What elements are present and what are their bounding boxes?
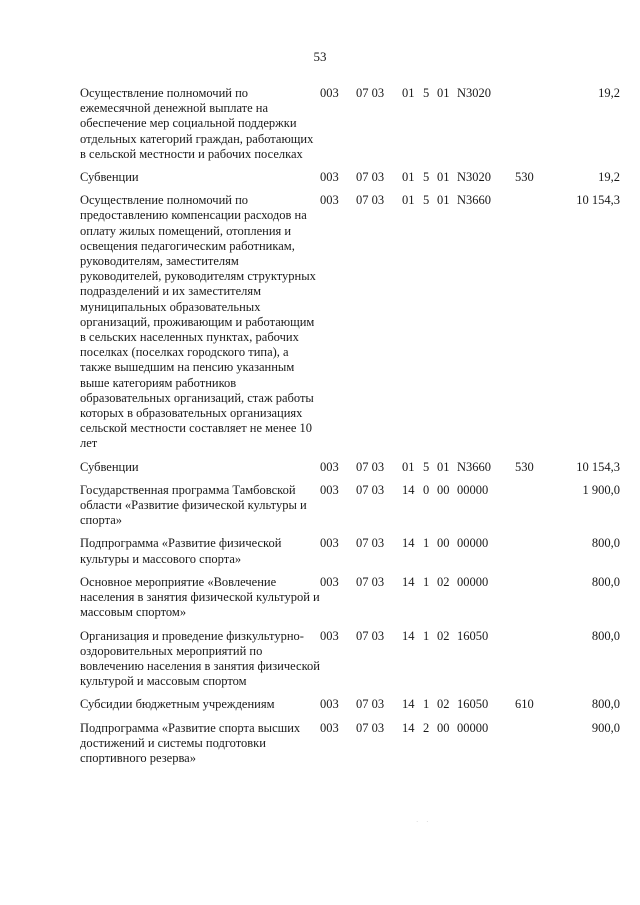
target-article-program: 14: [402, 536, 415, 551]
amount: 19,2: [598, 86, 620, 100]
table-row: [80, 170, 620, 193]
amount: 10 154,3: [576, 459, 620, 474]
target-article-direction: 00000: [457, 720, 489, 735]
target-article-direction: N3020: [457, 170, 492, 185]
table-row: [80, 575, 620, 629]
target-article-subprogram: 5: [423, 193, 430, 208]
expense-type-code: 530: [515, 459, 534, 474]
target-article-event: 02: [437, 697, 450, 712]
target-article-event: 01: [437, 193, 450, 208]
target-article-event: 01: [437, 170, 450, 185]
table-row: [80, 86, 620, 170]
section-code: 07 03: [356, 720, 385, 735]
target-article-subprogram: 1: [423, 628, 430, 643]
target-article-subprogram: 5: [423, 86, 430, 100]
amount: 1 900,0: [582, 482, 620, 497]
target-article-subprogram: 1: [423, 536, 430, 551]
amount: 800,0: [591, 628, 620, 643]
ved-code: 003: [320, 574, 339, 589]
budget-table: [80, 86, 620, 774]
table-row: [80, 193, 620, 459]
expense-type-code: [515, 193, 560, 459]
ved-code: 003: [320, 536, 339, 551]
target-article-event: 00: [437, 482, 450, 497]
target-article-event: 01: [437, 459, 450, 474]
row-name: Организация и проведение физкультурно-оздоровительных мероприятий по вовлечению населения в занятия физической культурой и массовым спортом: [80, 628, 320, 689]
amount: 800,0: [591, 697, 620, 712]
target-article-event: 02: [437, 628, 450, 643]
target-article-direction: N3660: [457, 193, 492, 208]
amount: 800,0: [591, 574, 620, 589]
target-article-event: 00: [437, 536, 450, 551]
row-name: Субсидии бюджетным учреждениям: [80, 697, 275, 712]
expense-type-code: [515, 483, 560, 537]
target-article-program: 01: [402, 193, 415, 208]
ved-code: 003: [320, 697, 339, 712]
table-row: [80, 483, 620, 537]
target-article-subprogram: 1: [423, 697, 430, 712]
target-article-program: 14: [402, 628, 415, 643]
target-article-program: 14: [402, 697, 415, 712]
expense-type-code: 610: [515, 697, 534, 712]
ved-code: 003: [320, 628, 339, 643]
target-article-program: 14: [402, 482, 415, 497]
target-article-subprogram: 1: [423, 574, 430, 589]
target-article-direction: 00000: [457, 482, 489, 497]
row-name: Подпрограмма «Развитие физической культуры и массового спорта»: [80, 536, 282, 566]
table-row: [80, 721, 620, 775]
section-code: 07 03: [356, 482, 385, 497]
target-article-subprogram: 5: [423, 459, 430, 474]
expense-type-code: [515, 536, 560, 574]
ved-code: 003: [320, 170, 339, 185]
section-code: 07 03: [356, 574, 385, 589]
table-row: [80, 629, 620, 698]
target-article-subprogram: 0: [423, 482, 430, 497]
expense-type-code: [515, 629, 560, 698]
ved-code: 003: [320, 720, 339, 735]
table-row: [80, 536, 620, 574]
target-article-direction: N3020: [457, 86, 492, 100]
target-article-direction: 00000: [457, 574, 489, 589]
section-code: 07 03: [356, 697, 385, 712]
target-article-event: 02: [437, 574, 450, 589]
row-name: Подпрограмма «Развитие спорта высших достижений и системы подготовки спортивного резерва»: [80, 720, 301, 765]
amount: 800,0: [591, 536, 620, 551]
row-name: Осуществление полномочий по ежемесячной денежной выплате на обеспечение мер социальной поддержки отдельных категорий граждан, работающих в сельской местности и рабочих поселках: [80, 86, 314, 161]
section-code: 07 03: [356, 86, 385, 100]
target-article-program: 01: [402, 459, 415, 474]
target-article-event: 00: [437, 720, 450, 735]
amount: 900,0: [591, 720, 620, 735]
section-code: 07 03: [356, 628, 385, 643]
target-article-event: 01: [437, 86, 450, 100]
expense-type-code: [515, 575, 560, 629]
row-name: Субвенции: [80, 459, 139, 474]
section-code: 07 03: [356, 170, 385, 185]
ved-code: 003: [320, 459, 339, 474]
expense-type-code: 530: [515, 170, 534, 185]
target-article-direction: 16050: [457, 697, 489, 712]
row-name: Осуществление полномочий по предоставлению компенсации расходов на оплату жилых помещений, отопления и освещения педагогическим работникам, руководителям, заместителям руководителей, руководителям структурных подразделений и их заместителям муниципальных образовательных организаций, проживающим и работающим в сельских населенных пунктах, рабочих поселках (поселках городского типа), а также вышедшим на пенсию указанным выше категориям работников образовательных организаций, стаж работы которых в образовательных организациях сельской местности составляет не менее 10 лет: [80, 193, 316, 451]
expense-type-code: [515, 721, 560, 775]
table-row: [80, 697, 620, 720]
table-row: [80, 460, 620, 483]
row-name: Государственная программа Тамбовской области «Развитие физической культуры и спорта»: [80, 482, 307, 528]
ved-code: 003: [320, 482, 339, 497]
target-article-program: 14: [402, 720, 415, 735]
ved-code: 003: [320, 193, 339, 208]
row-name: Основное мероприятие «Вовлечение населения в занятия физической культурой и массовым спортом»: [80, 574, 320, 620]
row-name: Субвенции: [80, 170, 139, 185]
section-code: 07 03: [356, 459, 385, 474]
ved-code: 003: [320, 86, 339, 100]
target-article-direction: 16050: [457, 628, 489, 643]
target-article-subprogram: 5: [423, 170, 430, 185]
target-article-direction: 00000: [457, 536, 489, 551]
target-article-program: 01: [402, 86, 415, 100]
amount: 19,2: [598, 170, 620, 185]
section-code: 07 03: [356, 536, 385, 551]
expense-type-code: [515, 86, 560, 170]
page-number: 53: [313, 49, 327, 64]
amount: 10 154,3: [576, 193, 620, 208]
scan-artifact: · ·: [416, 818, 432, 826]
target-article-direction: N3660: [457, 459, 492, 474]
section-code: 07 03: [356, 193, 385, 208]
target-article-program: 01: [402, 170, 415, 185]
target-article-subprogram: 2: [423, 720, 430, 735]
target-article-program: 14: [402, 574, 415, 589]
